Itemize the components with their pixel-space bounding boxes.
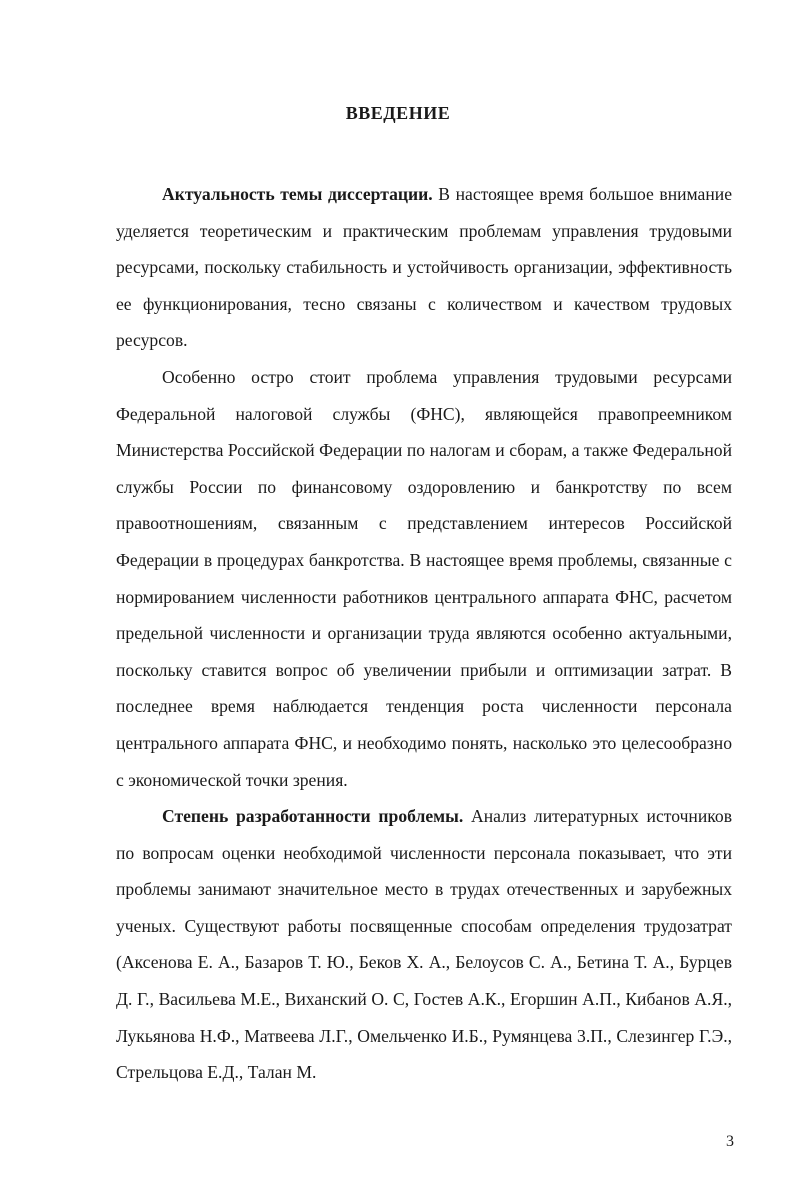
body-text — [116, 176, 732, 1091]
section-heading: ВВЕДЕНИЕ — [345, 103, 451, 123]
paragraph-development-degree — [116, 798, 732, 1091]
paragraph-problem — [116, 359, 732, 798]
paragraph-text: В настоящее время большое внимание уделяется теоретическим и практическим проблемам управления трудовыми ресурсами, поскольку стабильность и устойчивость организации, эффективность ее функционирования, тесно связаны с количеством и качеством трудовых ресурсов. — [116, 184, 732, 351]
paragraph-lead: Актуальность темы диссертации. — [162, 184, 433, 204]
paragraph-lead: Степень разработанности проблемы. — [162, 806, 464, 827]
paragraph-text: Особенно остро стоит проблема управления трудовыми ресурсами Федеральной налоговой службы (ФНС), являющейся правопреемником Министерства Российской Федерации по налогам и сборам, а также Федеральной службы России по финансовому оздоровлению и банкротству по всем правоотношениям, связанным с представлением интересов Российской Федерации в процедурах банкротства. В настоящее время проблемы, связанные с нормированием численности работников центрального аппарата ФНС, расчетом предельной численности и организации труда являются особенно актуальными, поскольку ставится вопрос об увеличении прибыли и оптимизации затрат. В последнее время наблюдается тенденция роста численности персонала центрального аппарата ФНС, и необходимо понять, насколько это целесообразно с экономической точки зрения. — [116, 366, 732, 790]
page-number: 3 — [726, 1133, 734, 1150]
paragraph-relevance — [116, 176, 732, 359]
paragraph-text: Анализ литературных источников по вопросам оценки необходимой численности персонала показывает, что эти проблемы занимают значительное место в трудах отечественных и зарубежных ученых. Существуют работы посвященные способам определения трудозатрат (Аксенова Е. А., Базаров Т. Ю., Беков Х. А., Белоусов С. А., Бетина Т. А., Бурцев Д. Г., Васильева М.Е., Виханский О. С, Гостев А.К., Егоршин А.П., Кибанов А.Я., Лукьянова Н.Ф., Матвеева Л.Г., Омельченко И.Б., Румянцева 3.П., Слезингер Г.Э., Стрельцова Е.Д., Талан М. — [116, 806, 733, 1083]
